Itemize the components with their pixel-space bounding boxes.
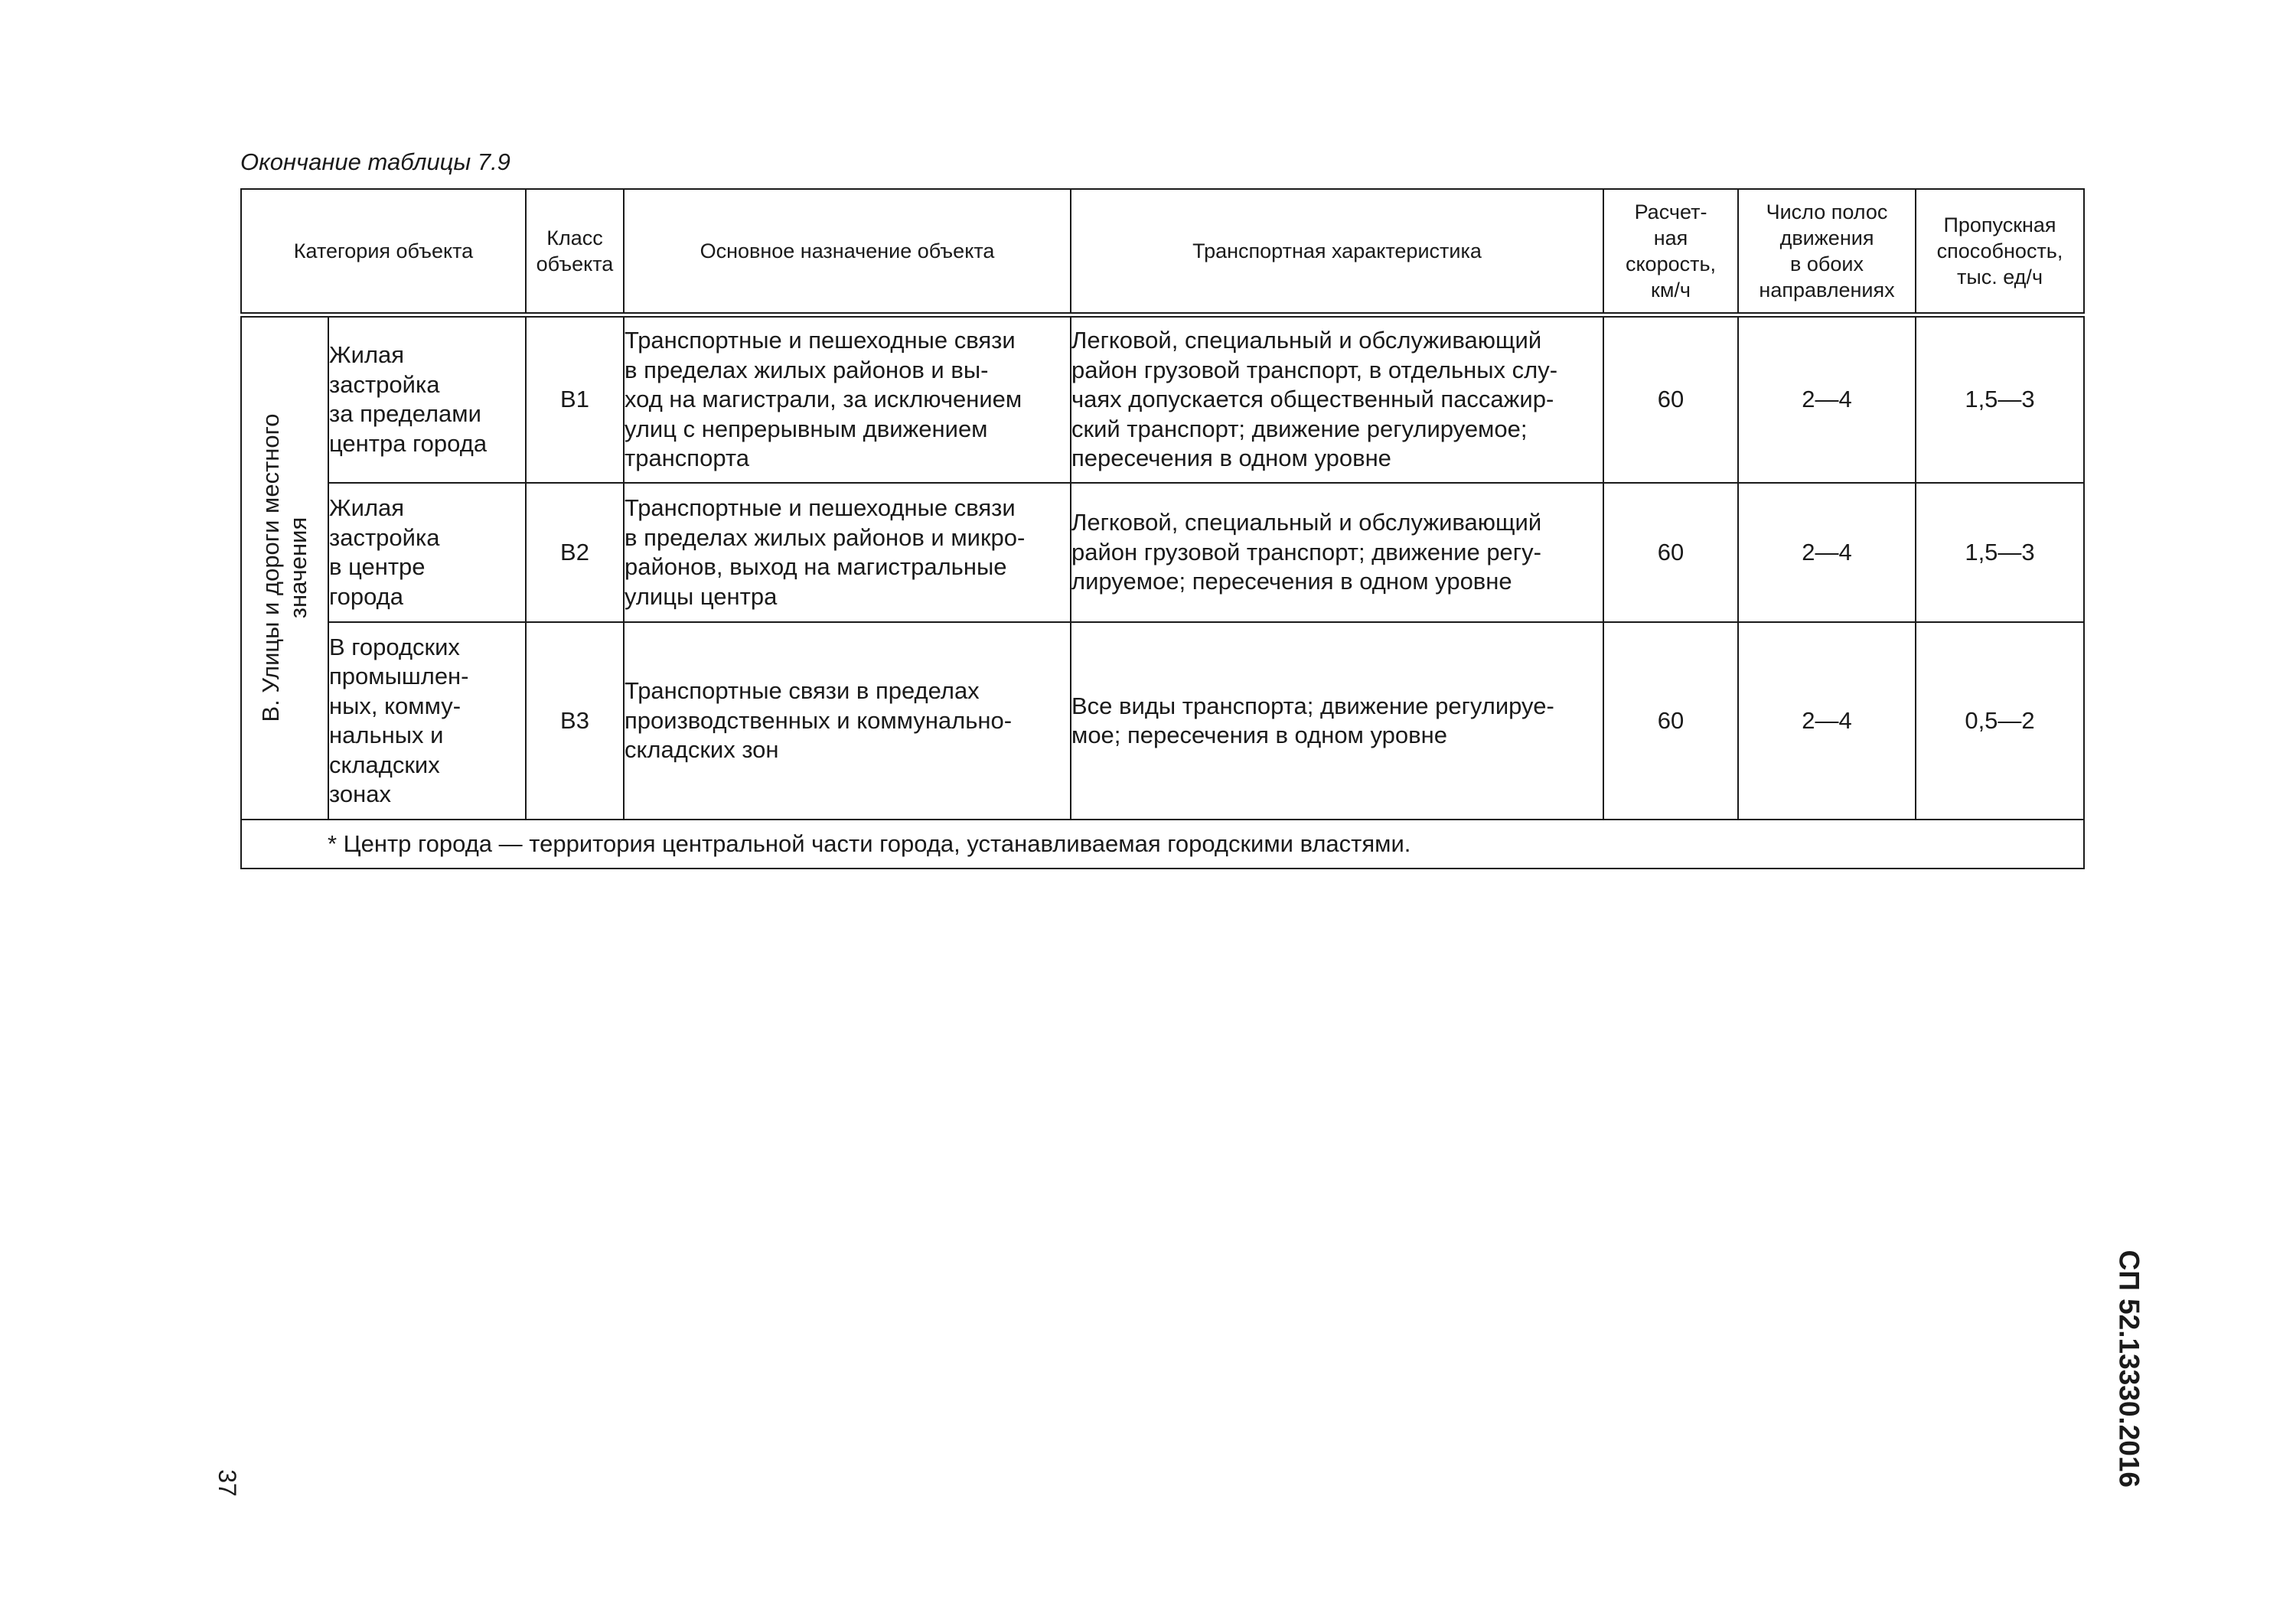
table-row: [241, 483, 2084, 622]
header-transport: Транспортная характеристика: [1071, 189, 1603, 314]
row-lanes: 2—4: [1738, 483, 1916, 622]
group-label-cell: [241, 314, 328, 820]
row-category: В городских промышлен- ных, комму- нальных и складских зонах: [328, 622, 526, 820]
row-transport: Легковой, специальный и обслуживающий район грузовой транспорт; движение регу- лируемое; пересечения в одном уровне: [1071, 483, 1603, 622]
header-purpose: Основное назначение объекта: [624, 189, 1071, 314]
table-header-row: [241, 189, 2084, 314]
table-row: [241, 622, 2084, 820]
row-purpose: Транспортные связи в пределах производственных и коммунально- складских зон: [624, 622, 1071, 820]
page-number: 37: [213, 1469, 241, 1497]
footnote-row: [241, 820, 2084, 869]
header-capacity: Пропускная способность, тыс. ед/ч: [1916, 189, 2084, 314]
row-transport: Все виды транспорта; движение регулируе- мое; пересечения в одном уровне: [1071, 622, 1603, 820]
row-lanes: 2—4: [1738, 622, 1916, 820]
footnote: * Центр города — территория центральной части города, устанавливаемая городскими властями.: [241, 820, 2084, 869]
header-class: Класс объекта: [526, 189, 624, 314]
group-label: В. Улицы и дороги местного значения: [257, 413, 311, 722]
row-purpose: Транспортные и пешеходные связи в пределах жилых районов и микро- районов, выход на магистральные улицы центра: [624, 483, 1071, 622]
row-capacity: 1,5—3: [1916, 314, 2084, 483]
row-category: Жилая застройка за пределами центра города: [328, 314, 526, 483]
row-capacity: 0,5—2: [1916, 622, 2084, 820]
row-speed: 60: [1603, 483, 1738, 622]
header-lanes: Число полос движения в обоих направлениях: [1738, 189, 1916, 314]
header-speed: Расчет- ная скорость, км/ч: [1603, 189, 1738, 314]
row-category: Жилая застройка в центре города: [328, 483, 526, 622]
row-capacity: 1,5—3: [1916, 483, 2084, 622]
header-category: Категория объекта: [241, 189, 526, 314]
road-class-table: [240, 188, 2085, 869]
document-code: СП 52.13330.2016: [2113, 1250, 2145, 1488]
row-class: В1: [526, 314, 624, 483]
table-caption: Окончание таблицы 7.9: [240, 148, 510, 175]
row-transport: Легковой, специальный и обслуживающий район грузовой транспорт, в отдельных слу- чаях допускается общественный пассажир- ский транспорт; движение регулируемое; пересечения в одном уровне: [1071, 314, 1603, 483]
row-speed: 60: [1603, 622, 1738, 820]
row-lanes: 2—4: [1738, 314, 1916, 483]
row-class: В2: [526, 483, 624, 622]
row-speed: 60: [1603, 314, 1738, 483]
row-purpose: Транспортные и пешеходные связи в пределах жилых районов и вы- ход на магистрали, за исключением улиц с непрерывным движением транспорта: [624, 314, 1071, 483]
row-class: В3: [526, 622, 624, 820]
table-row: [241, 314, 2084, 483]
